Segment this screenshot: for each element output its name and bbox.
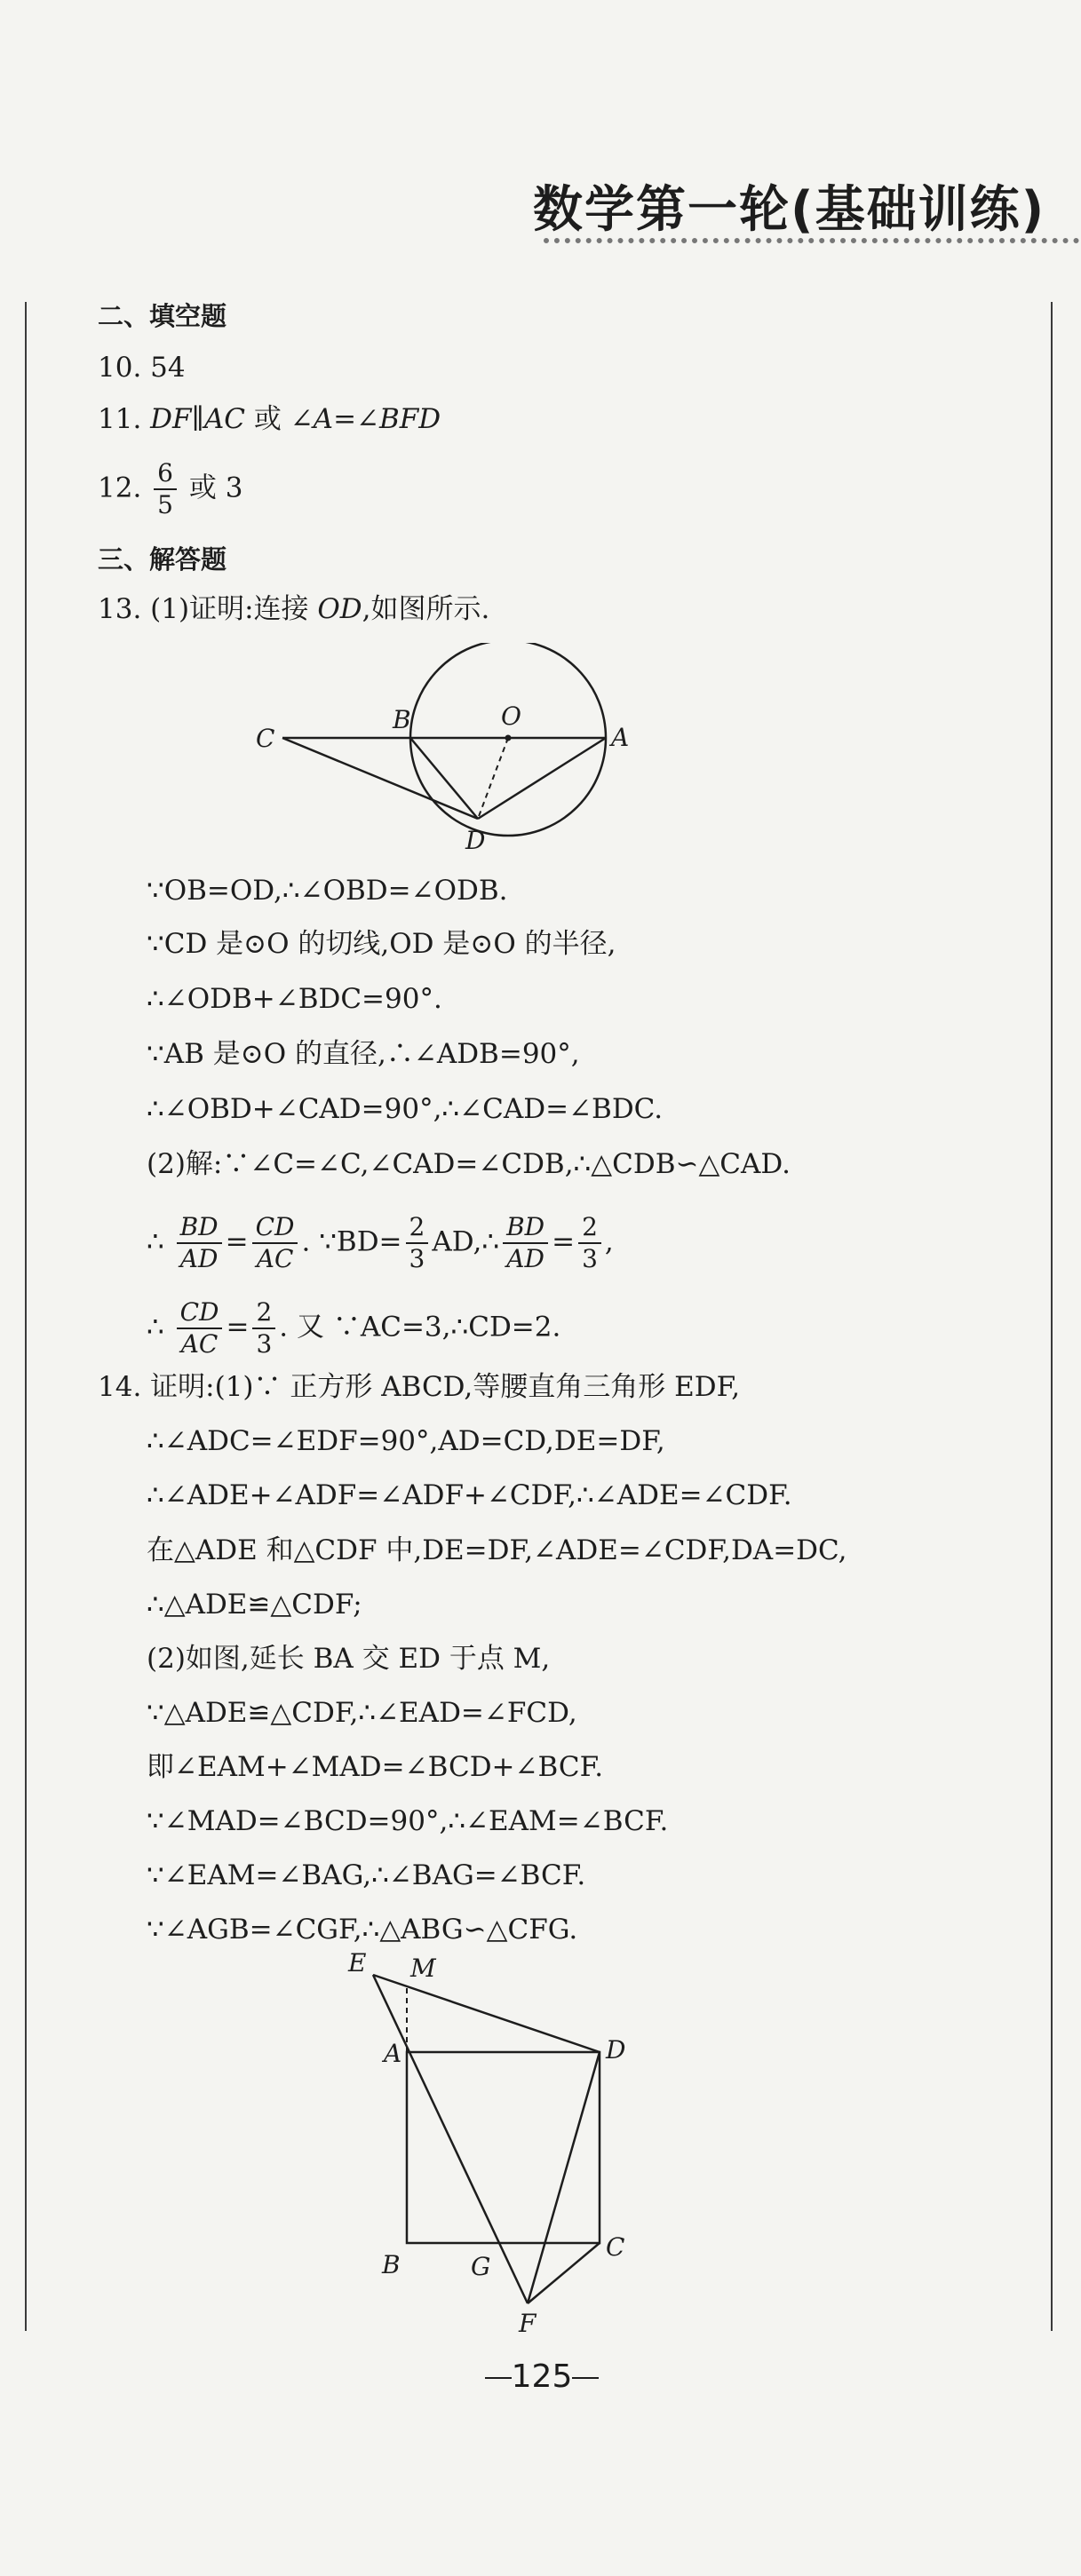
ratio-text: . ∵BD= [301, 1225, 402, 1258]
answer-12-rest: 或 3 [188, 472, 243, 504]
ratio-text: AD,∴ [432, 1225, 500, 1258]
q14-line-7: ∵△ADE≌△CDF,∴∠EAD=∠FCD, [147, 1697, 577, 1729]
q14-line-1: 14. 证明:(1)∵ 正方形 ABCD,等腰直角三角形 EDF, [98, 1371, 741, 1403]
segment-df [528, 2052, 600, 2303]
fraction-numerator: BD [177, 1212, 222, 1244]
q14-line-3: ∴∠ADE+∠ADF=∠ADF+∠CDF,∴∠ADE=∠CDF. [147, 1479, 792, 1511]
section-heading-fill-blank: 二、填空题 [98, 301, 227, 331]
fraction-denominator: AD [179, 1244, 219, 1273]
answer-11-var-ac: AC [203, 403, 245, 435]
fraction-numerator: CD [177, 1297, 223, 1329]
q13-step-5: ∴∠OBD+∠CAD=90°,∴∠CAD=∠BDC. [147, 1093, 664, 1125]
fraction-numerator: 2 [252, 1297, 275, 1329]
label-c: C [256, 724, 275, 753]
q13-step-3: ∴∠ODB+∠BDC=90°. [147, 983, 442, 1015]
label-b: B [382, 2250, 401, 2279]
answer-11-number: 11. [98, 403, 142, 435]
circle-tangent-figure [249, 643, 648, 856]
label-d: D [465, 826, 486, 855]
label-d: D [606, 2035, 626, 2065]
fraction-numerator: 2 [578, 1212, 601, 1244]
point-o [505, 735, 512, 741]
q14-line-4: 在△ADE 和△CDF 中,DE=DF,∠ADE=∠CDF,DA=DC, [147, 1534, 847, 1566]
equals-sign: = [225, 1225, 249, 1258]
label-g: G [471, 2252, 491, 2281]
q14-line-2: ∴∠ADC=∠EDF=90°,AD=CD,DE=DF, [147, 1425, 665, 1457]
parallel-symbol: ∥ [191, 403, 204, 435]
fraction-denominator: 3 [256, 1329, 273, 1359]
answer-12-number: 12. [98, 472, 142, 504]
fraction-2-3 [252, 1297, 275, 1359]
page-header-title: 数学第一轮(基础训练) [533, 181, 1046, 239]
fraction-denominator: 5 [157, 490, 173, 519]
q13-number: 13. [98, 593, 142, 625]
label-f: F [519, 2309, 537, 2334]
q13-intro-var: OD [317, 593, 362, 625]
fraction-denominator: AC [256, 1244, 294, 1273]
fraction-numerator: 2 [406, 1212, 429, 1244]
fraction-numerator: CD [252, 1212, 298, 1244]
therefore-symbol: ∴ [147, 1311, 164, 1343]
answer-10: 10. 54 [98, 352, 186, 384]
answer-11-var-df: DF [150, 403, 192, 435]
therefore-symbol: ∴ [147, 1225, 164, 1258]
segment-cd [282, 738, 478, 819]
q13-step-6: (2)解:∵∠C=∠C,∠CAD=∠CDB,∴△CDB∽△CAD. [147, 1148, 791, 1180]
section-heading-solutions: 三、解答题 [98, 544, 227, 575]
label-a: A [384, 2039, 402, 2068]
equals-sign: = [552, 1225, 576, 1258]
label-e: E [348, 1948, 367, 1978]
q14-line-11: ∵∠AGB=∠CGF,∴△ABG∽△CFG. [147, 1914, 578, 1946]
final-text: . 又 ∵AC=3,∴CD=2. [279, 1311, 561, 1343]
label-o: O [501, 701, 521, 731]
fraction-numerator: 6 [154, 458, 177, 490]
equals-sign: = [226, 1311, 250, 1343]
label-c: C [606, 2232, 625, 2262]
segment-cf [528, 2243, 600, 2303]
square-abcd [407, 2052, 600, 2243]
page-number-dash-right [572, 2377, 599, 2379]
q13-step-1: ∵OB=OD,∴∠OBD=∠ODB. [147, 875, 508, 907]
fraction-bd-ad-2 [503, 1212, 548, 1274]
q13-step-2: ∵CD 是⊙O 的切线,OD 是⊙O 的半径, [147, 928, 616, 960]
page-number-dash-left [485, 2377, 512, 2379]
q14-line-6: (2)如图,延长 BA 交 ED 于点 M, [147, 1643, 551, 1675]
segment-od-dashed [478, 738, 508, 819]
fraction-denominator: AD [506, 1244, 544, 1273]
left-margin-line [25, 302, 27, 2331]
q14-line-5: ∴△ADE≌△CDF; [147, 1589, 362, 1621]
header-dotted-rule [544, 238, 1079, 243]
answer-12-fraction [154, 458, 177, 520]
answer-11-or: 或 [244, 403, 290, 435]
q14-line-9: ∵∠MAD=∠BCD=90°,∴∠EAM=∠BCF. [147, 1805, 669, 1837]
comma: , [604, 1225, 614, 1258]
q14-line-10: ∵∠EAM=∠BAG,∴∠BAG=∠BCF. [147, 1859, 586, 1891]
q13-intro-tail: ,如图所示. [362, 593, 490, 625]
fraction-denominator: 3 [582, 1244, 598, 1273]
answer-11-angle: ∠A=∠BFD [290, 403, 441, 435]
q14-line-8: 即∠EAM+∠MAD=∠BCD+∠BCF. [147, 1751, 604, 1783]
q13-intro-text: (1)证明:连接 [150, 593, 318, 625]
segment-ad [478, 738, 606, 819]
page-number [462, 2358, 622, 2395]
fraction-denominator: AC [180, 1329, 219, 1359]
q13-step-4: ∵AB 是⊙O 的直径,∴∠ADB=90°, [147, 1038, 580, 1070]
fraction-cd-ac [252, 1212, 298, 1274]
square-triangle-figure [329, 1943, 648, 2334]
q13-ratio-line [147, 1212, 614, 1274]
answer-11 [98, 401, 441, 437]
label-m: M [410, 1954, 436, 1983]
fraction-bd-ad [177, 1212, 222, 1274]
fraction-2-3 [406, 1212, 429, 1274]
segment-bd [410, 738, 478, 819]
q13-intro [98, 591, 489, 627]
q13-final-line [147, 1297, 560, 1359]
label-b: B [393, 705, 411, 734]
right-margin-line [1051, 302, 1053, 2331]
fraction-cd-ac [177, 1297, 223, 1359]
answer-12 [98, 458, 242, 520]
fraction-numerator: BD [503, 1212, 548, 1244]
page-number-value: 125 [511, 2358, 573, 2395]
label-a: A [611, 723, 630, 752]
fraction-denominator: 3 [409, 1244, 425, 1273]
fraction-2-3-b [578, 1212, 601, 1274]
